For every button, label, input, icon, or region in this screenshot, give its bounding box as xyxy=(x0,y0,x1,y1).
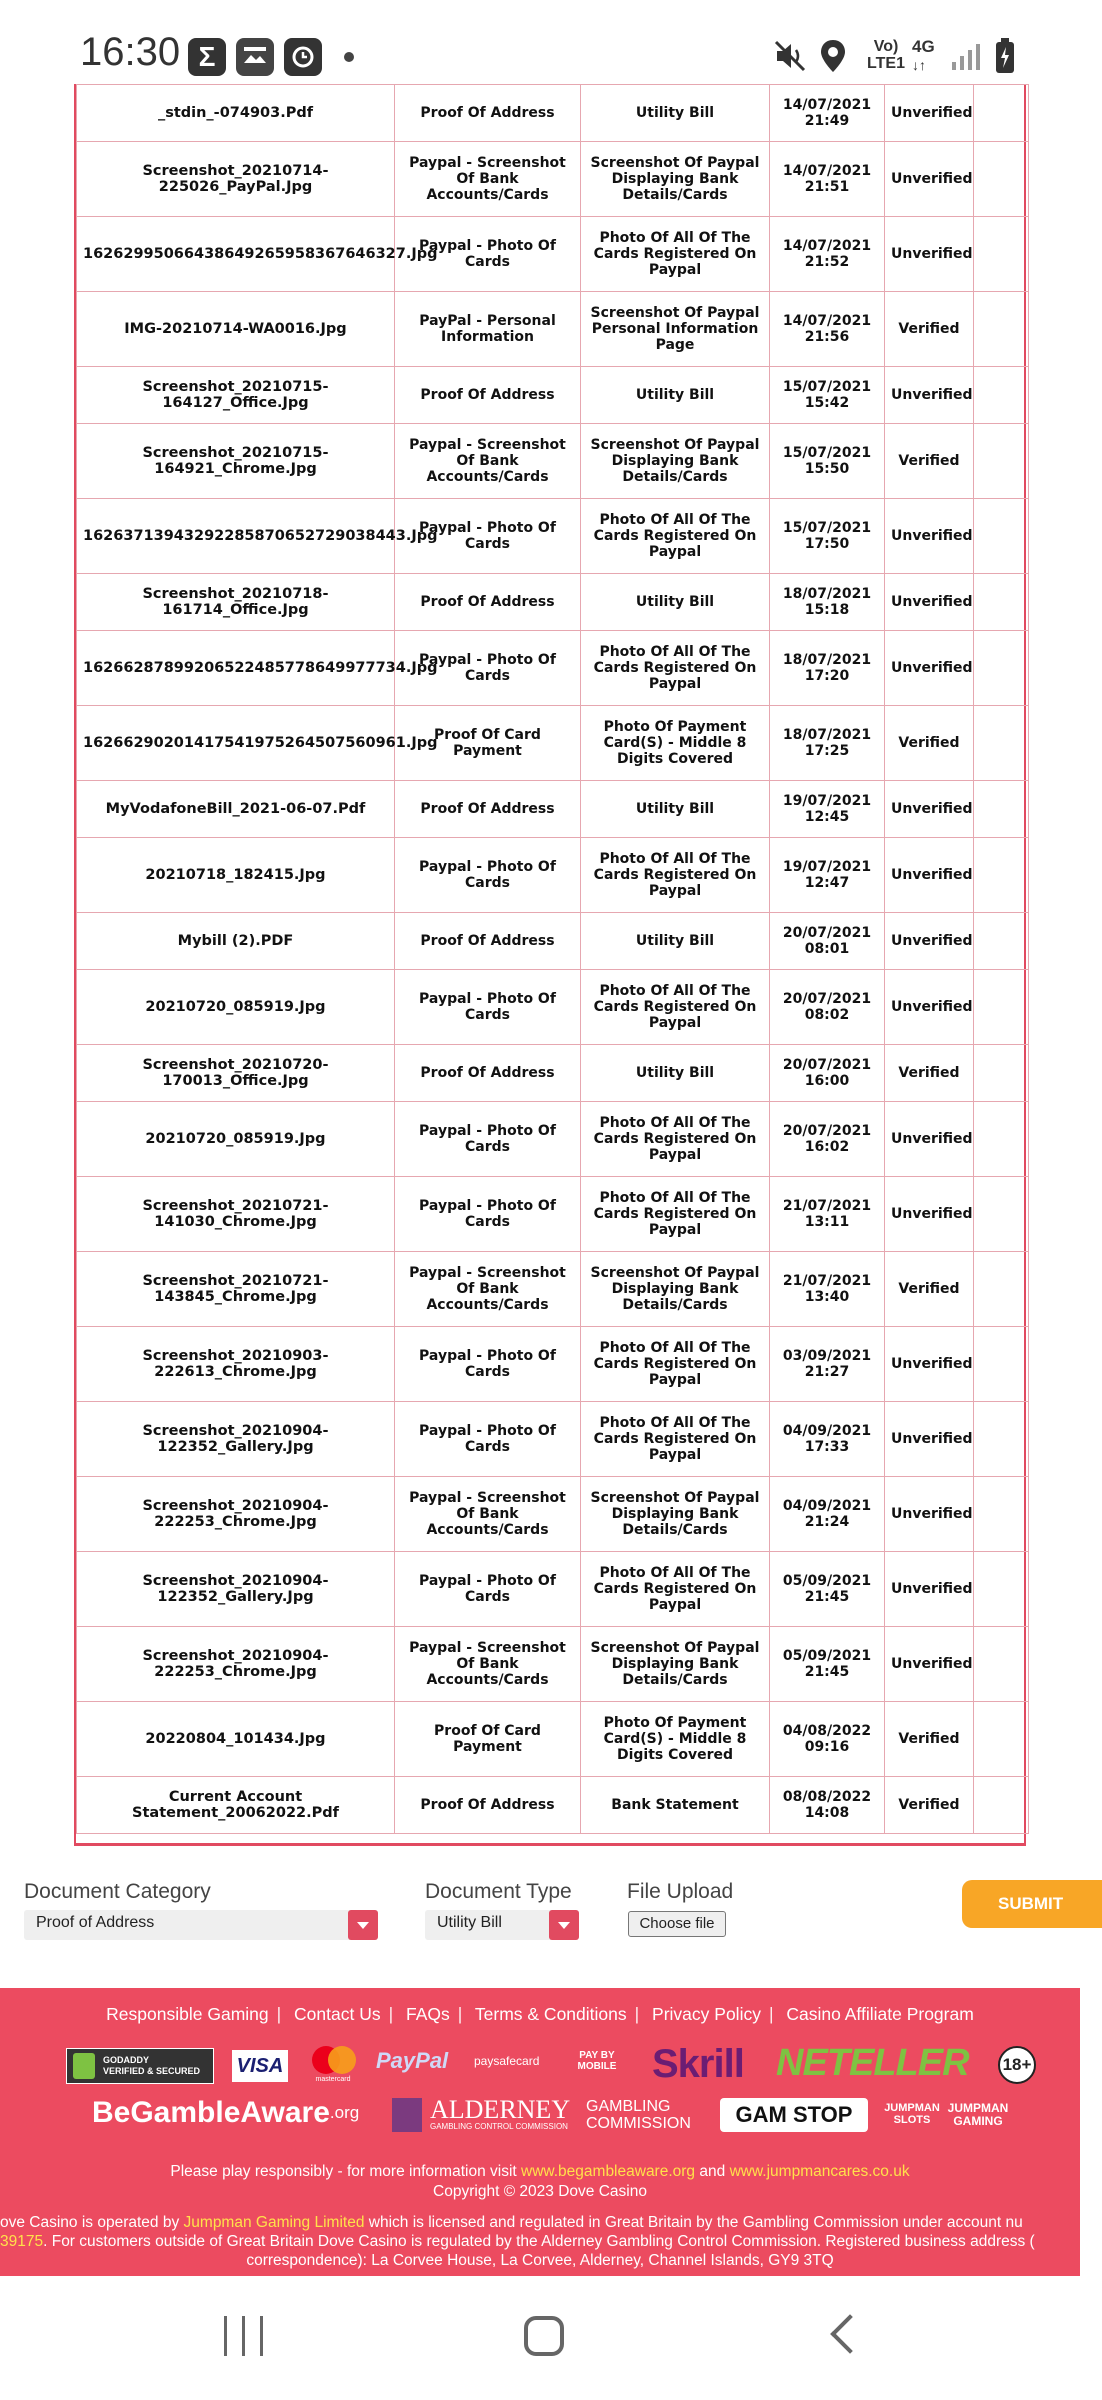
document-row xyxy=(77,1102,1029,1177)
upload-time: 17:25 xyxy=(804,743,850,759)
file-name-cell: 20210720_085919.Jpg xyxy=(77,1102,395,1177)
file-name-cell: Screenshot_20210715-164127_Office.Jpg xyxy=(77,367,395,424)
action-cell xyxy=(974,1327,1029,1402)
file-name-cell: Screenshot_20210720-170013_Office.Jpg xyxy=(77,1045,395,1102)
visa-logo: VISA xyxy=(232,2050,288,2082)
document-type-cell: Photo Of All Of The Cards Registered On Paypal xyxy=(581,499,770,574)
verification-status-cell: Unverified xyxy=(885,85,974,142)
document-type-value: Utility Bill xyxy=(437,1914,502,1931)
play-responsibly-text: Please play responsibly - for more information visit www.begambleaware.org and www.jumpmancares.co.uk xyxy=(170,2163,910,2180)
footer-link-privacy[interactable]: Privacy Policy xyxy=(652,2004,761,2024)
mute-icon xyxy=(772,34,808,78)
action-cell xyxy=(974,913,1029,970)
file-name-cell: 16266290201417541975264507560961.Jpg xyxy=(77,706,395,781)
upload-date-cell xyxy=(770,838,885,913)
age-18-plus-icon: 18+ xyxy=(998,2046,1036,2084)
document-row xyxy=(77,781,1029,838)
upload-date: 05/09/2021 xyxy=(782,1648,872,1664)
document-row xyxy=(77,1552,1029,1627)
upload-date: 18/07/2021 xyxy=(782,727,872,743)
verification-status-cell: Unverified xyxy=(885,1477,974,1552)
upload-date: 20/07/2021 xyxy=(782,991,872,1007)
document-category-cell: Proof Of Card Payment xyxy=(395,1702,581,1777)
verification-status-cell: Unverified xyxy=(885,913,974,970)
action-cell xyxy=(974,85,1029,142)
upload-date: 19/07/2021 xyxy=(782,793,872,809)
upload-date-cell xyxy=(770,217,885,292)
footer-links: Responsible Gaming | Contact Us | FAQs | Terms & Conditions | Privacy Policy | Casino Affiliate Program xyxy=(106,2004,974,2024)
upload-date: 20/07/2021 xyxy=(782,1123,872,1139)
verification-status-cell: Unverified xyxy=(885,781,974,838)
upload-date-cell xyxy=(770,424,885,499)
document-type-cell: Utility Bill xyxy=(581,367,770,424)
copyright-text: Copyright © 2023 Dove Casino xyxy=(433,2183,647,2200)
action-cell xyxy=(974,1477,1029,1552)
upload-date-cell xyxy=(770,970,885,1045)
upload-time: 15:42 xyxy=(804,395,850,411)
upload-date-cell xyxy=(770,631,885,706)
upload-date-cell xyxy=(770,1552,885,1627)
gambling-commission-logo[interactable]: GAMBLING COMMISSION xyxy=(586,2098,691,2132)
upload-date-cell xyxy=(770,142,885,217)
document-category-cell: Proof Of Address xyxy=(395,367,581,424)
document-row xyxy=(77,1777,1029,1834)
action-cell xyxy=(974,217,1029,292)
notification-dot-icon xyxy=(344,52,354,62)
document-row xyxy=(77,142,1029,217)
action-cell xyxy=(974,838,1029,913)
upload-time: 21:51 xyxy=(804,179,850,195)
mastercard-logo: mastercard xyxy=(308,2046,358,2086)
file-name-cell: 20220804_101434.Jpg xyxy=(77,1702,395,1777)
document-category-cell: Paypal - Photo Of Cards xyxy=(395,499,581,574)
upload-date: 18/07/2021 xyxy=(782,652,872,668)
jumpmancares-link[interactable]: www.jumpmancares.co.uk xyxy=(729,2163,910,2180)
upload-time: 17:33 xyxy=(804,1439,850,1455)
documents-table xyxy=(74,84,1026,1846)
file-name-cell: Screenshot_20210714-225026_PayPal.Jpg xyxy=(77,142,395,217)
upload-time: 14:08 xyxy=(804,1805,850,1821)
file-name-cell: Screenshot_20210904-222253_Chrome.Jpg xyxy=(77,1627,395,1702)
footer-link-responsible-gaming[interactable]: Responsible Gaming xyxy=(106,2004,269,2024)
document-row xyxy=(77,631,1029,706)
file-name-cell: Screenshot_20210904-222253_Chrome.Jpg xyxy=(77,1477,395,1552)
upload-date-cell xyxy=(770,499,885,574)
clock-app-icon xyxy=(284,38,322,76)
file-name-cell: Screenshot_20210715-164921_Chrome.Jpg xyxy=(77,424,395,499)
upload-time: 21:45 xyxy=(804,1664,850,1680)
document-type-cell: Photo Of All Of The Cards Registered On Paypal xyxy=(581,217,770,292)
submit-button[interactable]: SUBMIT xyxy=(962,1880,1102,1928)
action-cell xyxy=(974,970,1029,1045)
upload-date-cell xyxy=(770,292,885,367)
upload-time: 17:20 xyxy=(804,668,850,684)
action-cell xyxy=(974,1402,1029,1477)
upload-date-cell xyxy=(770,1702,885,1777)
upload-date: 15/07/2021 xyxy=(782,379,872,395)
upload-date: 14/07/2021 xyxy=(782,97,872,113)
verification-status-cell: Unverified xyxy=(885,499,974,574)
document-type-cell: Utility Bill xyxy=(581,1045,770,1102)
document-category-cell: Paypal - Screenshot Of Bank Accounts/Cards xyxy=(395,1252,581,1327)
action-cell xyxy=(974,292,1029,367)
upload-time: 16:02 xyxy=(804,1139,850,1155)
file-upload-label: File Upload xyxy=(627,1880,734,1903)
upload-date-cell xyxy=(770,1402,885,1477)
upload-date: 08/08/2022 xyxy=(782,1789,872,1805)
document-type-cell: Bank Statement xyxy=(581,1777,770,1834)
action-cell xyxy=(974,781,1029,838)
document-type-cell: Utility Bill xyxy=(581,781,770,838)
footer-link-terms[interactable]: Terms & Conditions xyxy=(474,2004,627,2024)
document-type-cell: Photo Of All Of The Cards Registered On Paypal xyxy=(581,1102,770,1177)
document-category-cell: Proof Of Address xyxy=(395,574,581,631)
verification-status-cell: Unverified xyxy=(885,142,974,217)
document-row xyxy=(77,217,1029,292)
upload-date-cell xyxy=(770,1327,885,1402)
file-name-cell: IMG-20210714-WA0016.Jpg xyxy=(77,292,395,367)
document-row xyxy=(77,1177,1029,1252)
document-category-cell: Paypal - Screenshot Of Bank Accounts/Cards xyxy=(395,1627,581,1702)
action-cell xyxy=(974,631,1029,706)
upload-date: 15/07/2021 xyxy=(782,520,872,536)
paypal-logo: PayPal xyxy=(376,2048,449,2073)
document-type-cell: Screenshot Of Paypal Displaying Bank Details/Cards xyxy=(581,1252,770,1327)
upload-date: 03/09/2021 xyxy=(782,1348,872,1364)
upload-date-cell xyxy=(770,913,885,970)
file-name-cell: Screenshot_20210904-122352_Gallery.Jpg xyxy=(77,1552,395,1627)
document-category-cell: Proof Of Address xyxy=(395,1045,581,1102)
file-name-cell: Screenshot_20210721-143845_Chrome.Jpg xyxy=(77,1252,395,1327)
document-type-cell: Photo Of All Of The Cards Registered On Paypal xyxy=(581,1552,770,1627)
verification-status-cell: Unverified xyxy=(885,217,974,292)
verification-status-cell: Verified xyxy=(885,424,974,499)
document-type-cell: Screenshot Of Paypal Displaying Bank Details/Cards xyxy=(581,142,770,217)
verification-status-cell: Verified xyxy=(885,1045,974,1102)
godaddy-verified-logo[interactable]: GODADDY VERIFIED & SECURED xyxy=(66,2048,214,2084)
document-category-cell: Proof Of Address xyxy=(395,85,581,142)
sigma-app-icon: Σ xyxy=(188,38,226,76)
alderney-text: 39175. For customers outside of Great Britain Dove Casino is regulated by the Alderney Gambling Control Commission. Registered business address ( xyxy=(0,2233,1035,2250)
document-type-cell: Photo Of All Of The Cards Registered On Paypal xyxy=(581,1177,770,1252)
upload-date: 21/07/2021 xyxy=(782,1273,872,1289)
upload-date-cell xyxy=(770,706,885,781)
document-type-cell: Photo Of All Of The Cards Registered On Paypal xyxy=(581,1402,770,1477)
document-type-cell: Screenshot Of Paypal Personal Information Page xyxy=(581,292,770,367)
document-category-cell: Paypal - Screenshot Of Bank Accounts/Cards xyxy=(395,1477,581,1552)
upload-date-cell xyxy=(770,1777,885,1834)
upload-date: 20/07/2021 xyxy=(782,1057,872,1073)
footer-link-faqs[interactable]: FAQs xyxy=(406,2004,450,2024)
action-cell xyxy=(974,1552,1029,1627)
action-cell xyxy=(974,1252,1029,1327)
verification-status-cell: Verified xyxy=(885,1252,974,1327)
document-type-label: Document Type xyxy=(425,1880,572,1903)
document-type-cell: Photo Of Payment Card(S) - Middle 8 Digits Covered xyxy=(581,1702,770,1777)
file-name-cell: Screenshot_20210718-161714_Office.Jpg xyxy=(77,574,395,631)
document-type-cell: Photo Of All Of The Cards Registered On Paypal xyxy=(581,631,770,706)
document-row xyxy=(77,1327,1029,1402)
action-cell xyxy=(974,1045,1029,1102)
upload-date-cell xyxy=(770,574,885,631)
upload-date-cell xyxy=(770,1252,885,1327)
file-name-cell: 16266287899206522485778649977734.Jpg xyxy=(77,631,395,706)
status-bar xyxy=(0,0,1080,84)
action-cell xyxy=(974,367,1029,424)
lock-icon xyxy=(73,2053,95,2079)
verification-status-cell: Unverified xyxy=(885,838,974,913)
footer-link-affiliate[interactable]: Casino Affiliate Program xyxy=(786,2004,974,2024)
document-category-label: Document Category xyxy=(24,1880,211,1903)
document-category-cell: Paypal - Photo Of Cards xyxy=(395,1102,581,1177)
upload-date: 04/08/2022 xyxy=(782,1723,872,1739)
upload-time: 13:40 xyxy=(804,1289,850,1305)
upload-time: 21:45 xyxy=(804,1589,850,1605)
chevron-down-icon[interactable] xyxy=(348,1910,378,1940)
document-type-cell: Screenshot Of Paypal Displaying Bank Details/Cards xyxy=(581,424,770,499)
verification-status-cell: Unverified xyxy=(885,1627,974,1702)
gamstop-logo[interactable]: GAM STOP xyxy=(720,2098,868,2132)
file-name-cell: 16262995066438649265958367646327.Jpg xyxy=(77,217,395,292)
verification-status-cell: Unverified xyxy=(885,1327,974,1402)
upload-date-cell xyxy=(770,1177,885,1252)
document-type-select[interactable] xyxy=(425,1910,579,1940)
file-name-cell: Screenshot_20210904-122352_Gallery.Jpg xyxy=(77,1402,395,1477)
action-cell xyxy=(974,142,1029,217)
document-type-cell: Photo Of All Of The Cards Registered On Paypal xyxy=(581,970,770,1045)
document-category-cell: Paypal - Screenshot Of Bank Accounts/Cards xyxy=(395,142,581,217)
document-category-select[interactable] xyxy=(24,1910,378,1940)
document-category-cell: Proof Of Address xyxy=(395,781,581,838)
action-cell xyxy=(974,574,1029,631)
system-nav-bar xyxy=(0,2276,1080,2400)
upload-time: 21:27 xyxy=(804,1364,850,1380)
document-category-cell: Proof Of Address xyxy=(395,1777,581,1834)
file-name-cell: 20210718_182415.Jpg xyxy=(77,838,395,913)
document-row xyxy=(77,424,1029,499)
registered-address-text: correspondence): La Corvee House, La Corvee, Alderney, Channel Islands, GY9 3TQ xyxy=(246,2252,834,2269)
skrill-logo: Skrill xyxy=(652,2042,744,2086)
network-type: 4G ↓↑ xyxy=(912,37,935,73)
action-cell xyxy=(974,1702,1029,1777)
upload-time: 08:02 xyxy=(804,1007,850,1023)
upload-time: 09:16 xyxy=(804,1739,850,1755)
status-time: 16:30 xyxy=(80,30,181,74)
recent-apps-icon[interactable] xyxy=(224,2316,264,2356)
document-row xyxy=(77,1477,1029,1552)
document-row xyxy=(77,1252,1029,1327)
upload-date: 14/07/2021 xyxy=(782,238,872,254)
document-row xyxy=(77,913,1029,970)
jumpman-gaming-logo: JUMPMAN GAMING xyxy=(947,2101,1009,2128)
battery-icon xyxy=(994,34,1016,78)
document-row xyxy=(77,706,1029,781)
paysafecard-logo: paysafecard xyxy=(474,2054,540,2068)
file-name-cell: Current Account Statement_20062022.Pdf xyxy=(77,1777,395,1834)
document-row xyxy=(77,85,1029,142)
file-name-cell: Screenshot_20210721-141030_Chrome.Jpg xyxy=(77,1177,395,1252)
upload-date-cell xyxy=(770,1627,885,1702)
upload-date: 14/07/2021 xyxy=(782,313,872,329)
file-name-cell: MyVodafoneBill_2021-06-07.Pdf xyxy=(77,781,395,838)
verification-status-cell: Unverified xyxy=(885,574,974,631)
verification-status-cell: Unverified xyxy=(885,1177,974,1252)
begambleaware-logo[interactable]: BeGambleAware .org xyxy=(92,2096,360,2129)
pay-by-mobile-logo: PAY BY MOBILE xyxy=(577,2050,617,2072)
upload-time: 15:18 xyxy=(804,602,850,618)
document-type-cell: Utility Bill xyxy=(581,574,770,631)
action-cell xyxy=(974,1177,1029,1252)
document-row xyxy=(77,499,1029,574)
upload-time: 21:52 xyxy=(804,254,850,270)
upload-date-cell xyxy=(770,1045,885,1102)
action-cell xyxy=(974,499,1029,574)
upload-time: 16:00 xyxy=(804,1073,850,1089)
upload-date: 04/09/2021 xyxy=(782,1498,872,1514)
file-name-cell: _stdin_-074903.Pdf xyxy=(77,85,395,142)
verification-status-cell: Verified xyxy=(885,1702,974,1777)
volte-indicator: Vo) LTE1 xyxy=(867,38,905,72)
document-row xyxy=(77,838,1029,913)
upload-date: 05/09/2021 xyxy=(782,1573,872,1589)
document-category-cell: Paypal - Screenshot Of Bank Accounts/Cards xyxy=(395,424,581,499)
upload-time: 12:47 xyxy=(804,875,850,891)
verification-status-cell: Verified xyxy=(885,292,974,367)
document-type-cell: Photo Of Payment Card(S) - Middle 8 Digits Covered xyxy=(581,706,770,781)
upload-date: 20/07/2021 xyxy=(782,925,872,941)
action-cell xyxy=(974,706,1029,781)
action-cell xyxy=(974,424,1029,499)
upload-time: 15:50 xyxy=(804,461,850,477)
document-category-cell: Proof Of Address xyxy=(395,913,581,970)
site-footer xyxy=(0,1988,1080,2276)
verification-status-cell: Unverified xyxy=(885,631,974,706)
upload-time: 21:49 xyxy=(804,113,850,129)
action-cell xyxy=(974,1777,1029,1834)
home-icon[interactable] xyxy=(524,2316,564,2356)
document-type-cell: Screenshot Of Paypal Displaying Bank Details/Cards xyxy=(581,1627,770,1702)
upload-date: 21/07/2021 xyxy=(782,1198,872,1214)
upload-date-cell xyxy=(770,1102,885,1177)
begambleaware-link[interactable]: www.begambleaware.org xyxy=(521,2163,696,2180)
back-icon[interactable] xyxy=(830,2314,870,2354)
document-row xyxy=(77,1045,1029,1102)
upload-time: 12:45 xyxy=(804,809,850,825)
upload-date-cell xyxy=(770,781,885,838)
document-row xyxy=(77,1702,1029,1777)
regulator-logos-row xyxy=(0,2092,1080,2138)
upload-date-cell xyxy=(770,85,885,142)
upload-time: 08:01 xyxy=(804,941,850,957)
file-name-cell: 20210720_085919.Jpg xyxy=(77,970,395,1045)
upload-time: 13:11 xyxy=(804,1214,850,1230)
operator-text: ove Casino is operated by Jumpman Gaming Limited which is licensed and regulated in Great Britain by the Gambling Commission under account nu xyxy=(0,2214,1023,2231)
document-category-cell: Paypal - Photo Of Cards xyxy=(395,970,581,1045)
alderney-gcc-logo[interactable]: ALDERNEY GAMBLING CONTROL COMMISSION xyxy=(392,2094,572,2136)
verification-status-cell: Verified xyxy=(885,1777,974,1834)
verification-status-cell: Unverified xyxy=(885,367,974,424)
document-category-cell: Paypal - Photo Of Cards xyxy=(395,1552,581,1627)
verification-status-cell: Unverified xyxy=(885,1102,974,1177)
document-category-cell: Paypal - Photo Of Cards xyxy=(395,838,581,913)
document-category-cell: PayPal - Personal Information xyxy=(395,292,581,367)
action-cell xyxy=(974,1627,1029,1702)
file-name-cell: 16263713943292285870652729038443.Jpg xyxy=(77,499,395,574)
verification-status-cell: Verified xyxy=(885,706,974,781)
gallery-app-icon xyxy=(236,38,274,76)
document-category-cell: Proof Of Card Payment xyxy=(395,706,581,781)
alderney-shield-icon xyxy=(392,2098,422,2132)
upload-date-cell xyxy=(770,1477,885,1552)
upload-date: 04/09/2021 xyxy=(782,1423,872,1439)
file-name-cell: Mybill (2).PDF xyxy=(77,913,395,970)
upload-time: 21:24 xyxy=(804,1514,850,1530)
document-category-cell: Paypal - Photo Of Cards xyxy=(395,1402,581,1477)
document-category-cell: Paypal - Photo Of Cards xyxy=(395,1327,581,1402)
upload-time: 17:50 xyxy=(804,536,850,552)
verification-status-cell: Unverified xyxy=(885,970,974,1045)
document-type-cell: Utility Bill xyxy=(581,913,770,970)
document-row xyxy=(77,1627,1029,1702)
location-icon xyxy=(818,34,848,78)
upload-date: 18/07/2021 xyxy=(782,586,872,602)
verification-status-cell: Unverified xyxy=(885,1552,974,1627)
upload-date-cell xyxy=(770,367,885,424)
document-row xyxy=(77,367,1029,424)
upload-date: 19/07/2021 xyxy=(782,859,872,875)
document-type-cell: Utility Bill xyxy=(581,85,770,142)
document-category-value: Proof of Address xyxy=(36,1914,155,1931)
document-category-cell: Paypal - Photo Of Cards xyxy=(395,1177,581,1252)
document-category-cell: Paypal - Photo Of Cards xyxy=(395,217,581,292)
document-row xyxy=(77,1402,1029,1477)
document-type-cell: Photo Of All Of The Cards Registered On Paypal xyxy=(581,1327,770,1402)
file-name-cell: Screenshot_20210903-222613_Chrome.Jpg xyxy=(77,1327,395,1402)
document-row xyxy=(77,292,1029,367)
jumpman-gaming-link[interactable]: Jumpman Gaming Limited xyxy=(183,2214,365,2231)
action-cell xyxy=(974,1102,1029,1177)
payment-logos-row xyxy=(0,2040,1080,2086)
document-row xyxy=(77,574,1029,631)
upload-date: 14/07/2021 xyxy=(782,163,872,179)
jumpman-slots-logo: JUMPMAN SLOTS xyxy=(884,2102,940,2126)
footer-link-contact-us[interactable]: Contact Us xyxy=(294,2004,381,2024)
upload-time: 21:56 xyxy=(804,329,850,345)
neteller-logo: NETELLER xyxy=(776,2042,969,2084)
upload-date: 15/07/2021 xyxy=(782,445,872,461)
document-type-cell: Screenshot Of Paypal Displaying Bank Details/Cards xyxy=(581,1477,770,1552)
choose-file-button[interactable]: Choose file xyxy=(628,1911,726,1937)
chevron-down-icon[interactable] xyxy=(549,1910,579,1940)
document-category-cell: Paypal - Photo Of Cards xyxy=(395,631,581,706)
document-row xyxy=(77,970,1029,1045)
signal-icon xyxy=(950,34,982,78)
document-type-cell: Photo Of All Of The Cards Registered On Paypal xyxy=(581,838,770,913)
verification-status-cell: Unverified xyxy=(885,1402,974,1477)
